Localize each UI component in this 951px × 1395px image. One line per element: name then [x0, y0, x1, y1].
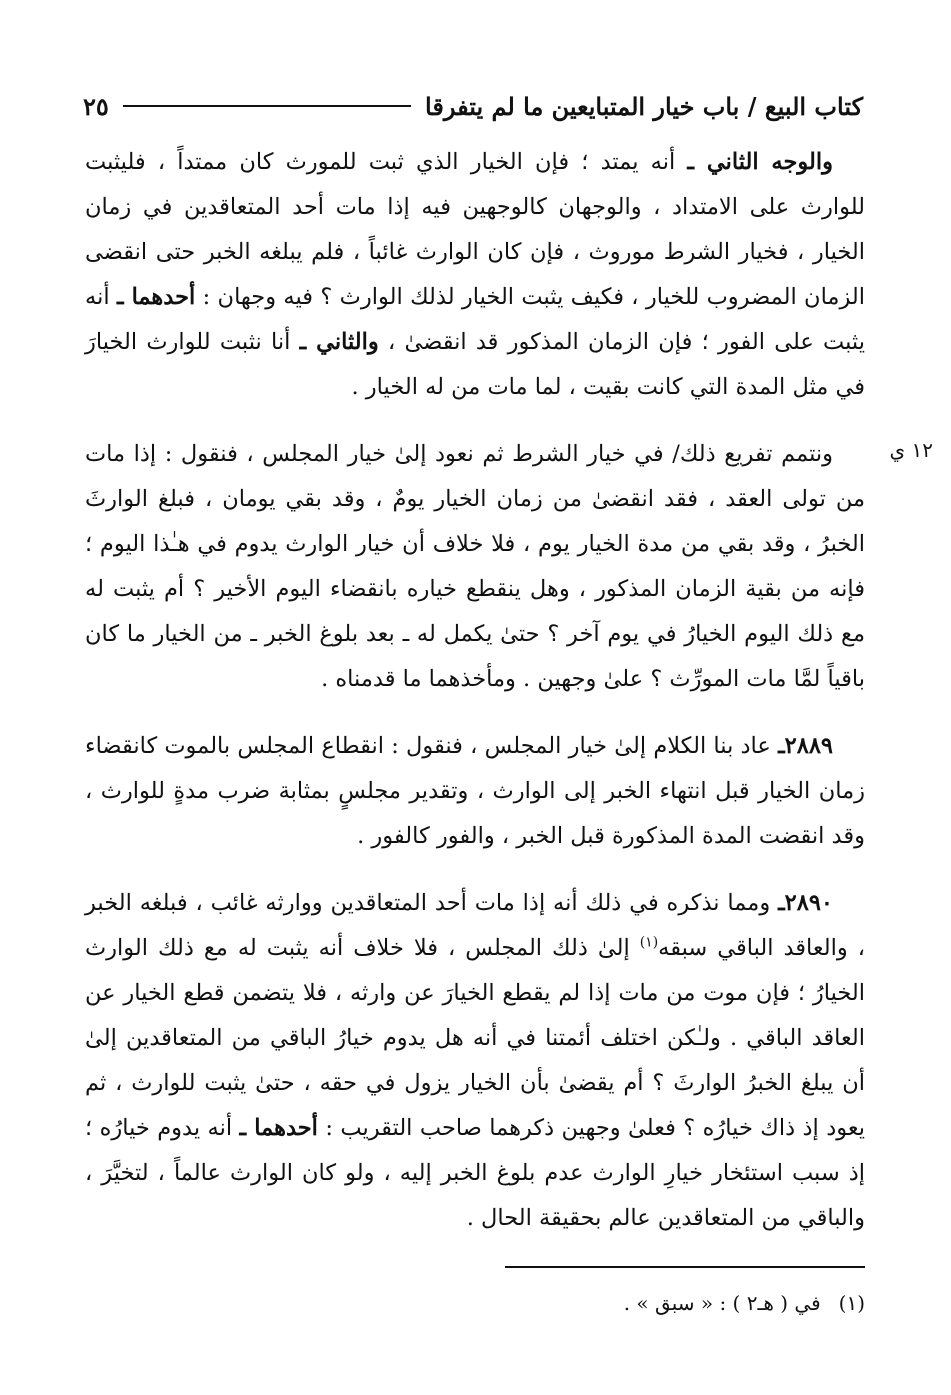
paragraph-1: [85, 140, 865, 410]
paragraph-1-bold-3: والثاني ـ: [299, 329, 379, 355]
paragraph-3-number: ٢٨٨٩ـ: [778, 733, 833, 759]
paragraph-4-text-2: إلىٰ ذلك المجلس ، فلا خلاف أنه يثبت له مع ذلك الوارث الخيارُ ؛ فإن موت من مات إذا لم يقطع الخيارَ عن وارثه ، فلا يتضمن قطع الخيار عن العاقد الباقي . ولـٰكن اختلف أئمتنا في أنه هل يدوم خيارُ الباقي من المتعاقدين إلىٰ أن يبلغ الخبرُ الوارثَ ؟ أم يقضىٰ بأن الخيار يزول في حقه ، حتىٰ يثبت للوارث ، ثم يعود إذ ذاك خيارُه ؟ فعلىٰ وجهين ذكرهما صاحب التقريب :: [85, 935, 865, 1141]
page-number: ٢٥: [83, 91, 109, 121]
footnote-text: في ( هـ٢ ) : « سبق » .: [623, 1291, 821, 1315]
footnote-reference[interactable]: (١): [639, 934, 659, 951]
paragraph-4-number: ٢٨٩٠ـ: [778, 890, 833, 916]
paragraph-1-text-2: أنه يثبت على الفور ؛ فإن الزمان المذكور قد انقضىٰ ،: [85, 284, 865, 355]
header-title: كتاب البيع / باب خيار المتبايعين ما لم يتفرقا: [425, 91, 863, 121]
paragraph-2-text: ونتمم تفريع ذلك/ في خيار الشرط ثم نعود إلىٰ خيار المجلس ، فنقول : إذا مات من تولى العقد ، فقد انقضىٰ من زمان الخيار يومٌ ، وقد بقي يومان ، فبلغ الوارثَ الخبرُ ، وقد بقي من مدة الخيار يوم ، فلا خلاف أن خيار الوارث يدوم في هـٰذا اليوم ؛ فإنه من بقية الزمان المذكور ، وهل ينقطع خياره بانقضاء اليوم الأخير ؟ أم يثبت له مع ذلك اليوم الخيارُ في يوم آخر ؟ حتىٰ يكمل له ـ بعد بلوغ الخبر ـ من الخيار ما كان باقياً لمَّا مات المورِّث ؟ علىٰ وجهين . ومأخذهما ما قدمناه .: [85, 441, 865, 692]
footnote: [85, 1288, 865, 1318]
paragraph-4-bold-2: أحدهما ـ: [239, 1115, 318, 1141]
header-rule: [123, 105, 411, 107]
paragraph-3-text: عاد بنا الكلام إلىٰ خيار المجلس ، فنقول : انقطاع المجلس بالموت كانقضاء زمان الخيار قبل انتهاء الخبر إلى الوارث ، وتقدير مجلسٍ بمثابة ضرب مدةٍ للوارث ، وقد انقضت المدة المذكورة قبل الخبر ، والفور كالفور .: [85, 733, 865, 849]
marginal-manuscript-ref: ١٢ ي: [889, 438, 933, 462]
paragraph-1-text-3: أنا نثبت للوارث الخيارَ في مثل المدة التي كانت بقيت ، لما مات من له الخيار .: [85, 329, 865, 400]
footnote-divider: [505, 1266, 865, 1268]
paragraph-1-lead: والوجه الثاني ـ: [687, 149, 833, 175]
paragraph-4-text-3: أنه يدوم خيارُه ؛ إذ سبب استئخار خيارِ الوارث عدم بلوغ الخبر إليه ، ولو كان الوارث عالماً ، لتخيَّرَ ، والباقي من المتعاقدين عالم بحقيقة الحال .: [85, 1115, 865, 1231]
paragraph-4-text: ومما نذكره في ذلك أنه إذا مات أحد المتعاقدين ووارثه غائب ، فبلغه الخبر ، والعاقد الباقي سبقه: [85, 890, 865, 961]
paragraph-1-bold-2: أحدهما ـ: [116, 284, 196, 310]
main-text: [85, 140, 865, 1241]
paragraph-4: [85, 881, 865, 1241]
footnote-number: (١): [838, 1291, 865, 1315]
paragraph-1-text: أنه يمتد ؛ فإن الخيار الذي ثبت للمورث كان ممتداً ، فليثبت للوارث على الامتداد ، والوجهان كالوجهين فيه إذا مات أحد المتعاقدين في زمان الخيار ، فخيار الشرط موروث ، فإن كان الوارث غائباً ، فلم يبلغه الخبر حتى انقضى الزمان المضروب للخيار ، فكيف يثبت الخيار لذلك الوارث ؟ فيه وجهان :: [85, 149, 866, 310]
paragraph-2: [85, 432, 865, 702]
paragraph-3: [85, 724, 865, 859]
running-header: [83, 86, 863, 126]
